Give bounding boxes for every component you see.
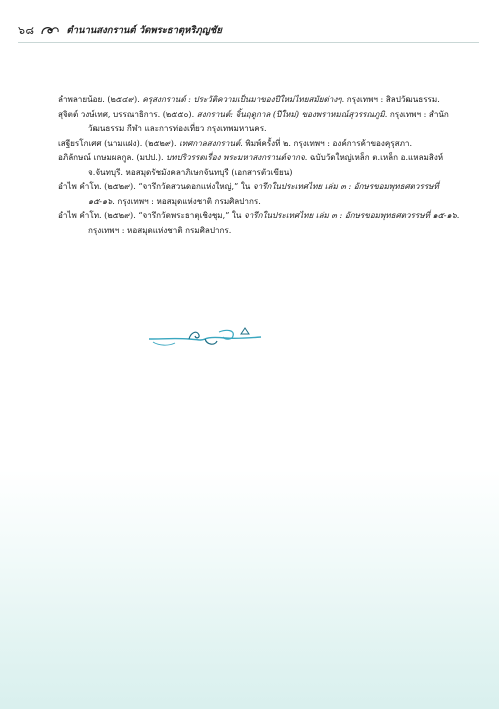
reference-title: จารึกในประเทศไทย เล่ม ๓ : อักษรขอมพุทธศตวรรษที่ ๑๕-๑๖: [88, 181, 439, 206]
reference-text: . กรุงเทพฯ : หอสมุดแห่งชาติ กรมศิลปากร.: [112, 195, 261, 206]
decorative-swirl-icon: [40, 23, 60, 37]
reference-text: สุจิตต์ วงษ์เทศ, บรรณาธิการ. (๒๕๕๐).: [58, 108, 197, 119]
reference-title: จารึกในประเทศไทย เล่ม ๓ : อักษรขอมพุทธศตวรรษที่ ๑๕-๑๖: [243, 210, 457, 220]
reference-text: ลำพลายน้อย. (๒๕๔๙).: [58, 94, 143, 104]
reference-text: . พิมพ์ครั้งที่ ๒. กรุงเทพฯ : องค์การค้าของคุรุสภา.: [240, 137, 413, 148]
bibliography-list: [58, 92, 463, 237]
reference-text: อภิลักษณ์ เกษมผลกูล. (มปป.).: [58, 152, 167, 162]
reference-text: อำไพ คำโท. (๒๕๒๙). “จารึกวัดพระธาตุเชิงชุม,” ใน: [58, 210, 244, 220]
reference-title: เทศกาลสงกรานต์: [179, 137, 241, 148]
reference-entry: [58, 208, 463, 237]
reference-text: . กรุงเทพฯ : สำนักวัฒนธรรม กีฬา และการท่องเที่ยว กรุงเทพมหานคร.: [88, 108, 449, 133]
page-number: ๖๘: [18, 24, 35, 37]
reference-text: อำไพ คำโท. (๒๕๒๙). “จารึกวัดสวนดอกแห่งใหญ่,” ใน: [58, 181, 253, 191]
reference-entry: [58, 179, 463, 208]
reference-text: . ฉบับวัดใหญ่เหล็ก ต.เหล็ก อ.แหลมสิงห์ จ.จันทบุรี. หอสมุดรัชมังคลาภิเษกจันทบุรี (เอกสารตัวเขียน): [88, 152, 444, 177]
scroll-ribbon-ornament: [145, 324, 265, 350]
reference-title: ครุสงกรานต์ : ประวัติความเป็นมาของปีใหม่ไทยสมัยต่างๆ: [142, 94, 342, 104]
reference-text: . กรุงเทพฯ : สิลปวัฒนธรรม.: [341, 94, 440, 104]
running-title: ตำนานสงกรานต์ วัดพระธาตุหริภุญชัย: [66, 24, 222, 36]
reference-entry: [58, 92, 463, 107]
reference-entry: [58, 150, 463, 179]
reference-text: . กรุงเทพฯ : หอสมุดแห่งชาติ กรมศิลปากร.: [88, 210, 460, 235]
page-header: [18, 20, 479, 40]
reference-text: เสฐียรโกเศศ (นามแฝง). (๒๕๒๙).: [58, 137, 180, 148]
reference-title: สงกรานต์: จิ้นฤดูกาล (ปีใหม่) ของพราหมณ์สุวรรณภูมิ: [196, 108, 385, 119]
reference-entry: [58, 107, 463, 136]
reference-entry: [58, 136, 463, 151]
header-divider: [18, 42, 479, 43]
reference-title: บทปริวรรตเรื่อง พระมหาสงกรานต์จากจ: [166, 152, 305, 162]
